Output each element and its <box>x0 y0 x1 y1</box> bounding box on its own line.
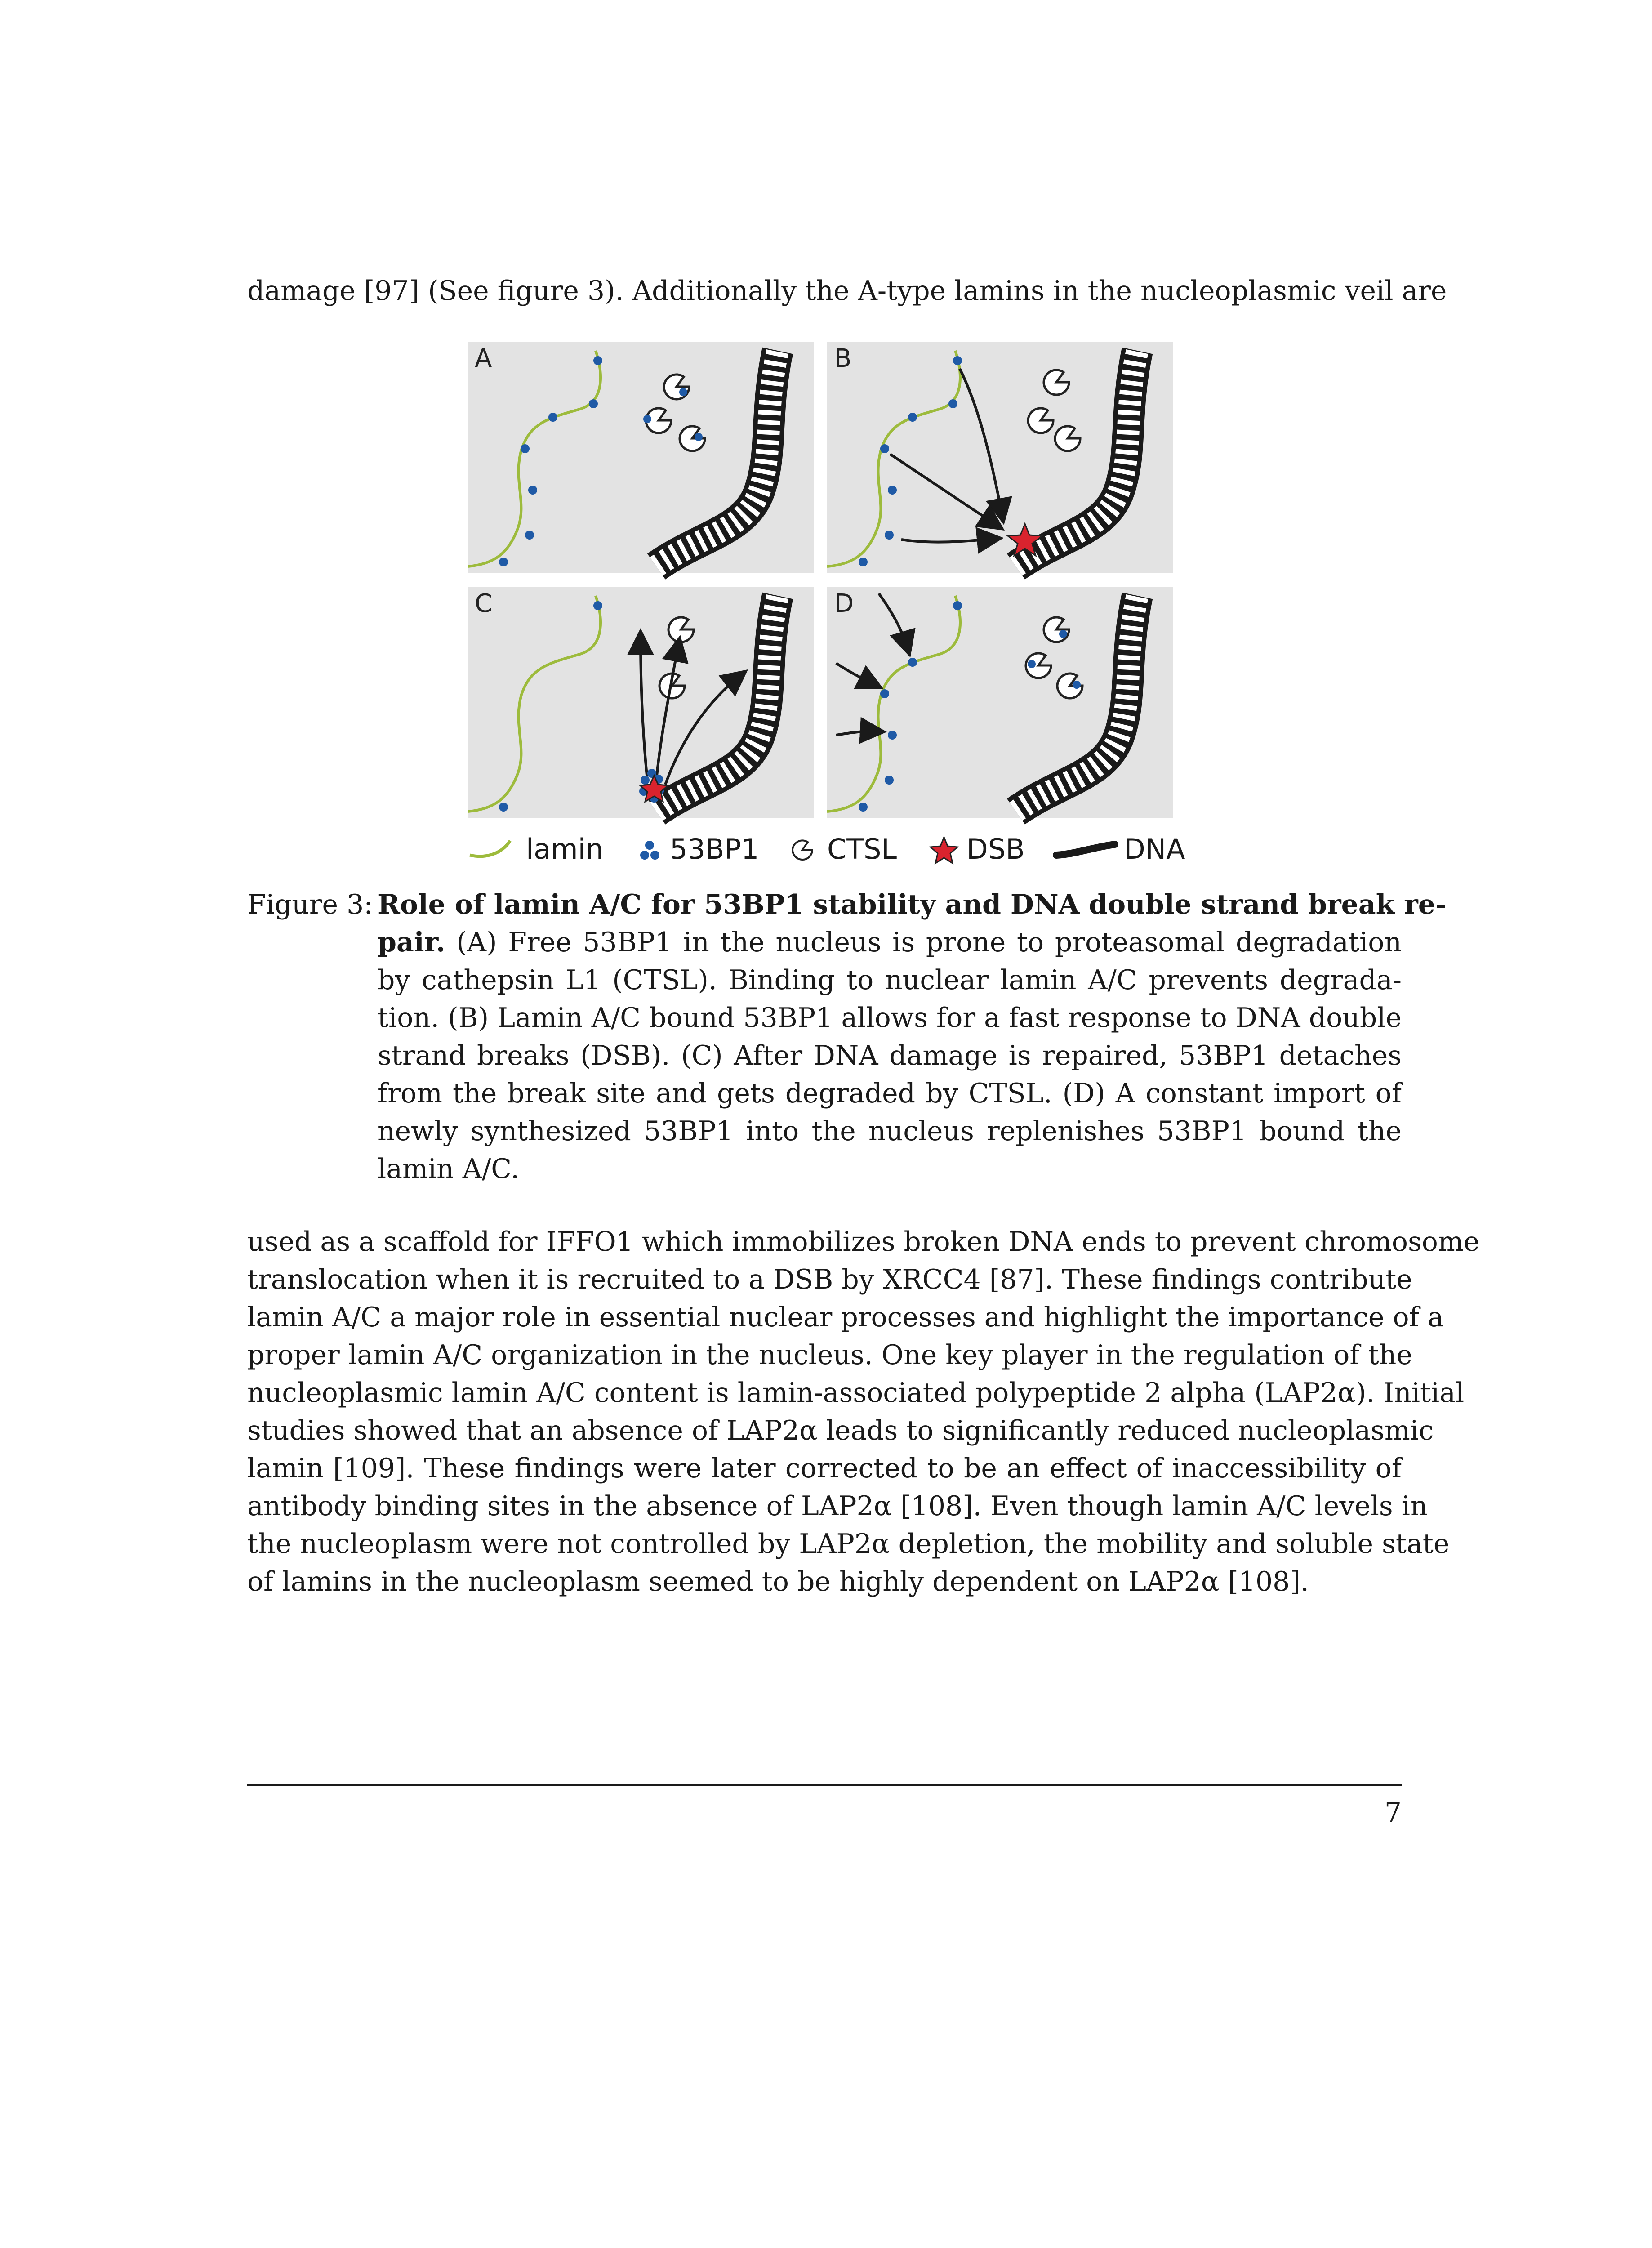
panel-a-letter: A <box>475 344 492 373</box>
body-line: proper lamin A/C organization in the nucleus. One key player in the regulation of the <box>247 1339 1412 1371</box>
caption-line-2 <box>378 923 1402 961</box>
legend-lamin-symbol <box>470 841 510 856</box>
top-paragraph-line: damage [97] (See figure 3). Additionally the A-type lamins in the nucleoplasmic veil are <box>247 275 1447 307</box>
panel-b <box>827 342 1173 573</box>
page-number: 7 <box>1384 1797 1402 1829</box>
panel-a <box>468 342 814 573</box>
body-line: lamin [109]. These findings were later corrected to be an effect of inaccessibility of <box>247 1453 1402 1484</box>
caption-line-7: newly synthesized 53BP1 into the nucleus replenishes 53BP1 bound the <box>378 1115 1402 1147</box>
caption-line-5: strand breaks (DSB). (C) After DNA damage is repaired, 53BP1 detaches <box>378 1040 1402 1071</box>
legend-dna-symbol <box>1056 844 1115 855</box>
body-line: translocation when it is recruited to a DSB by XRCC4 [87]. These findings contribute <box>247 1264 1412 1295</box>
caption-line-2-text: (A) Free 53BP1 in the nucleus is prone to proteasomal degradation <box>456 927 1402 958</box>
panel-c-letter: C <box>475 589 493 618</box>
body-line: of lamins in the nucleoplasm seemed to be highly dependent on LAP2α [108]. <box>247 1566 1309 1597</box>
legend-ctsl-symbol <box>793 840 812 860</box>
legend-dsb-label: DSB <box>966 833 1025 865</box>
caption-title-part-1: Role of lamin A/C for 53BP1 stability and DNA double strand break re- <box>378 889 1447 920</box>
caption-line-6: from the break site and gets degraded by CTSL. (D) A constant import of <box>378 1078 1402 1109</box>
figure-legend <box>470 833 1185 865</box>
figure-3 <box>468 342 1187 872</box>
footer-rule <box>247 1784 1402 1786</box>
body-line: lamin A/C a major role in essential nuclear processes and highlight the importance of a <box>247 1302 1444 1333</box>
panel-c <box>468 587 814 818</box>
caption-line-3: by cathepsin L1 (CTSL). Binding to nuclear lamin A/C prevents degrada- <box>378 964 1402 996</box>
legend-dsb-symbol <box>931 837 957 863</box>
legend-53bp1-label: 53BP1 <box>670 833 759 865</box>
body-line: the nucleoplasm were not controlled by LAP2α depletion, the mobility and soluble state <box>247 1528 1450 1560</box>
legend-lamin-label: lamin <box>526 833 604 865</box>
caption-line-4: tion. (B) Lamin A/C bound 53BP1 allows for a fast response to DNA double <box>378 1002 1402 1034</box>
body-line: nucleoplasmic lamin A/C content is lamin-associated polypeptide 2 alpha (LAP2α). Initial <box>247 1377 1465 1409</box>
panel-b-letter: B <box>834 344 852 373</box>
caption-label: Figure 3: <box>247 889 373 920</box>
caption-title-part-2: pair. <box>378 927 445 958</box>
body-line: antibody binding sites in the absence of LAP2α [108]. Even though lamin A/C levels in <box>247 1490 1428 1522</box>
body-line: used as a scaffold for IFFO1 which immobilizes broken DNA ends to prevent chromosome <box>247 1226 1480 1258</box>
body-line: studies showed that an absence of LAP2α leads to significantly reduced nucleoplasmic <box>247 1415 1434 1446</box>
legend-53bp1-symbol <box>640 841 659 860</box>
caption-line-1 <box>378 886 1447 923</box>
legend-dna-label: DNA <box>1124 833 1185 865</box>
legend-ctsl-label: CTSL <box>827 833 897 865</box>
panel-d-letter: D <box>834 589 854 618</box>
panel-d <box>827 587 1173 818</box>
caption-line-8: lamin A/C. <box>378 1153 520 1185</box>
figure-3-illustration <box>468 342 1187 872</box>
